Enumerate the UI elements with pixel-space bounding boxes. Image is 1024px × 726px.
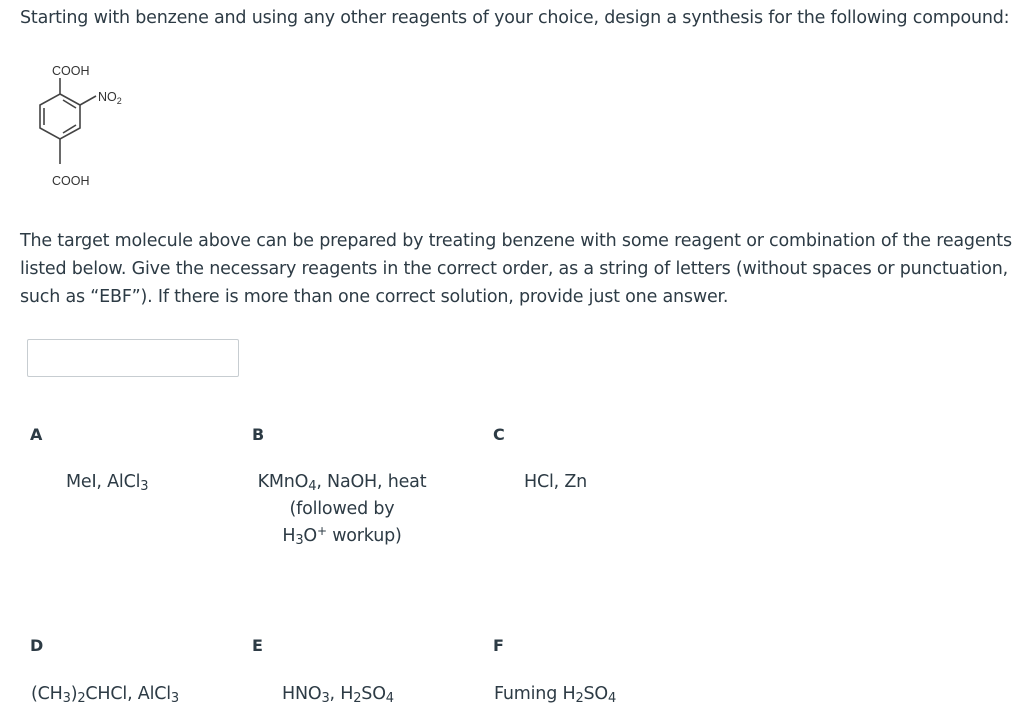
reagent-label-b: B bbox=[252, 425, 265, 444]
reagent-label-f: F bbox=[493, 636, 504, 655]
reagent-d: $(CH_3)_2CHCl$, AlCl$_3$ bbox=[31, 684, 179, 706]
reagent-label-c: C bbox=[493, 425, 505, 444]
target-molecule-structure bbox=[28, 58, 148, 198]
reagent-label-e: E bbox=[252, 636, 263, 655]
reagent-f: Fuming $H_2SO_4$ bbox=[494, 684, 617, 706]
answer-input[interactable] bbox=[27, 339, 239, 377]
reagent-c: HCl, Zn bbox=[524, 472, 588, 492]
question-prompt: Starting with benzene and using any other reagents of your choice, design a synthesis for the following compound: bbox=[20, 8, 1010, 28]
benzene-ring bbox=[40, 94, 80, 139]
reagent-e: $HNO_3$, $H_2SO_4$ bbox=[282, 684, 394, 706]
cooh-top-label: COOH bbox=[52, 64, 90, 78]
instructions-text: The target molecule above can be prepared by treating benzene with some reagent or combination of the reagents listed below. Give the necessary reagents in the correct order, as a string of letters (without spaces or punctuation, such as “EBF”). If there is more than one correct solution, provide just one answer. bbox=[20, 231, 1012, 307]
reagent-label-a: A bbox=[30, 425, 43, 444]
reagent-b: KMnO$_4$, NaOH, heat (followed by $H_3O^+$ workup) bbox=[257, 472, 427, 548]
nitro-label: $NO_2$ bbox=[98, 90, 122, 106]
cooh-bottom-label: COOH bbox=[52, 174, 90, 188]
reagent-a: MeI, AlCl$_3$ bbox=[66, 472, 149, 494]
reagent-label-d: D bbox=[30, 636, 44, 655]
